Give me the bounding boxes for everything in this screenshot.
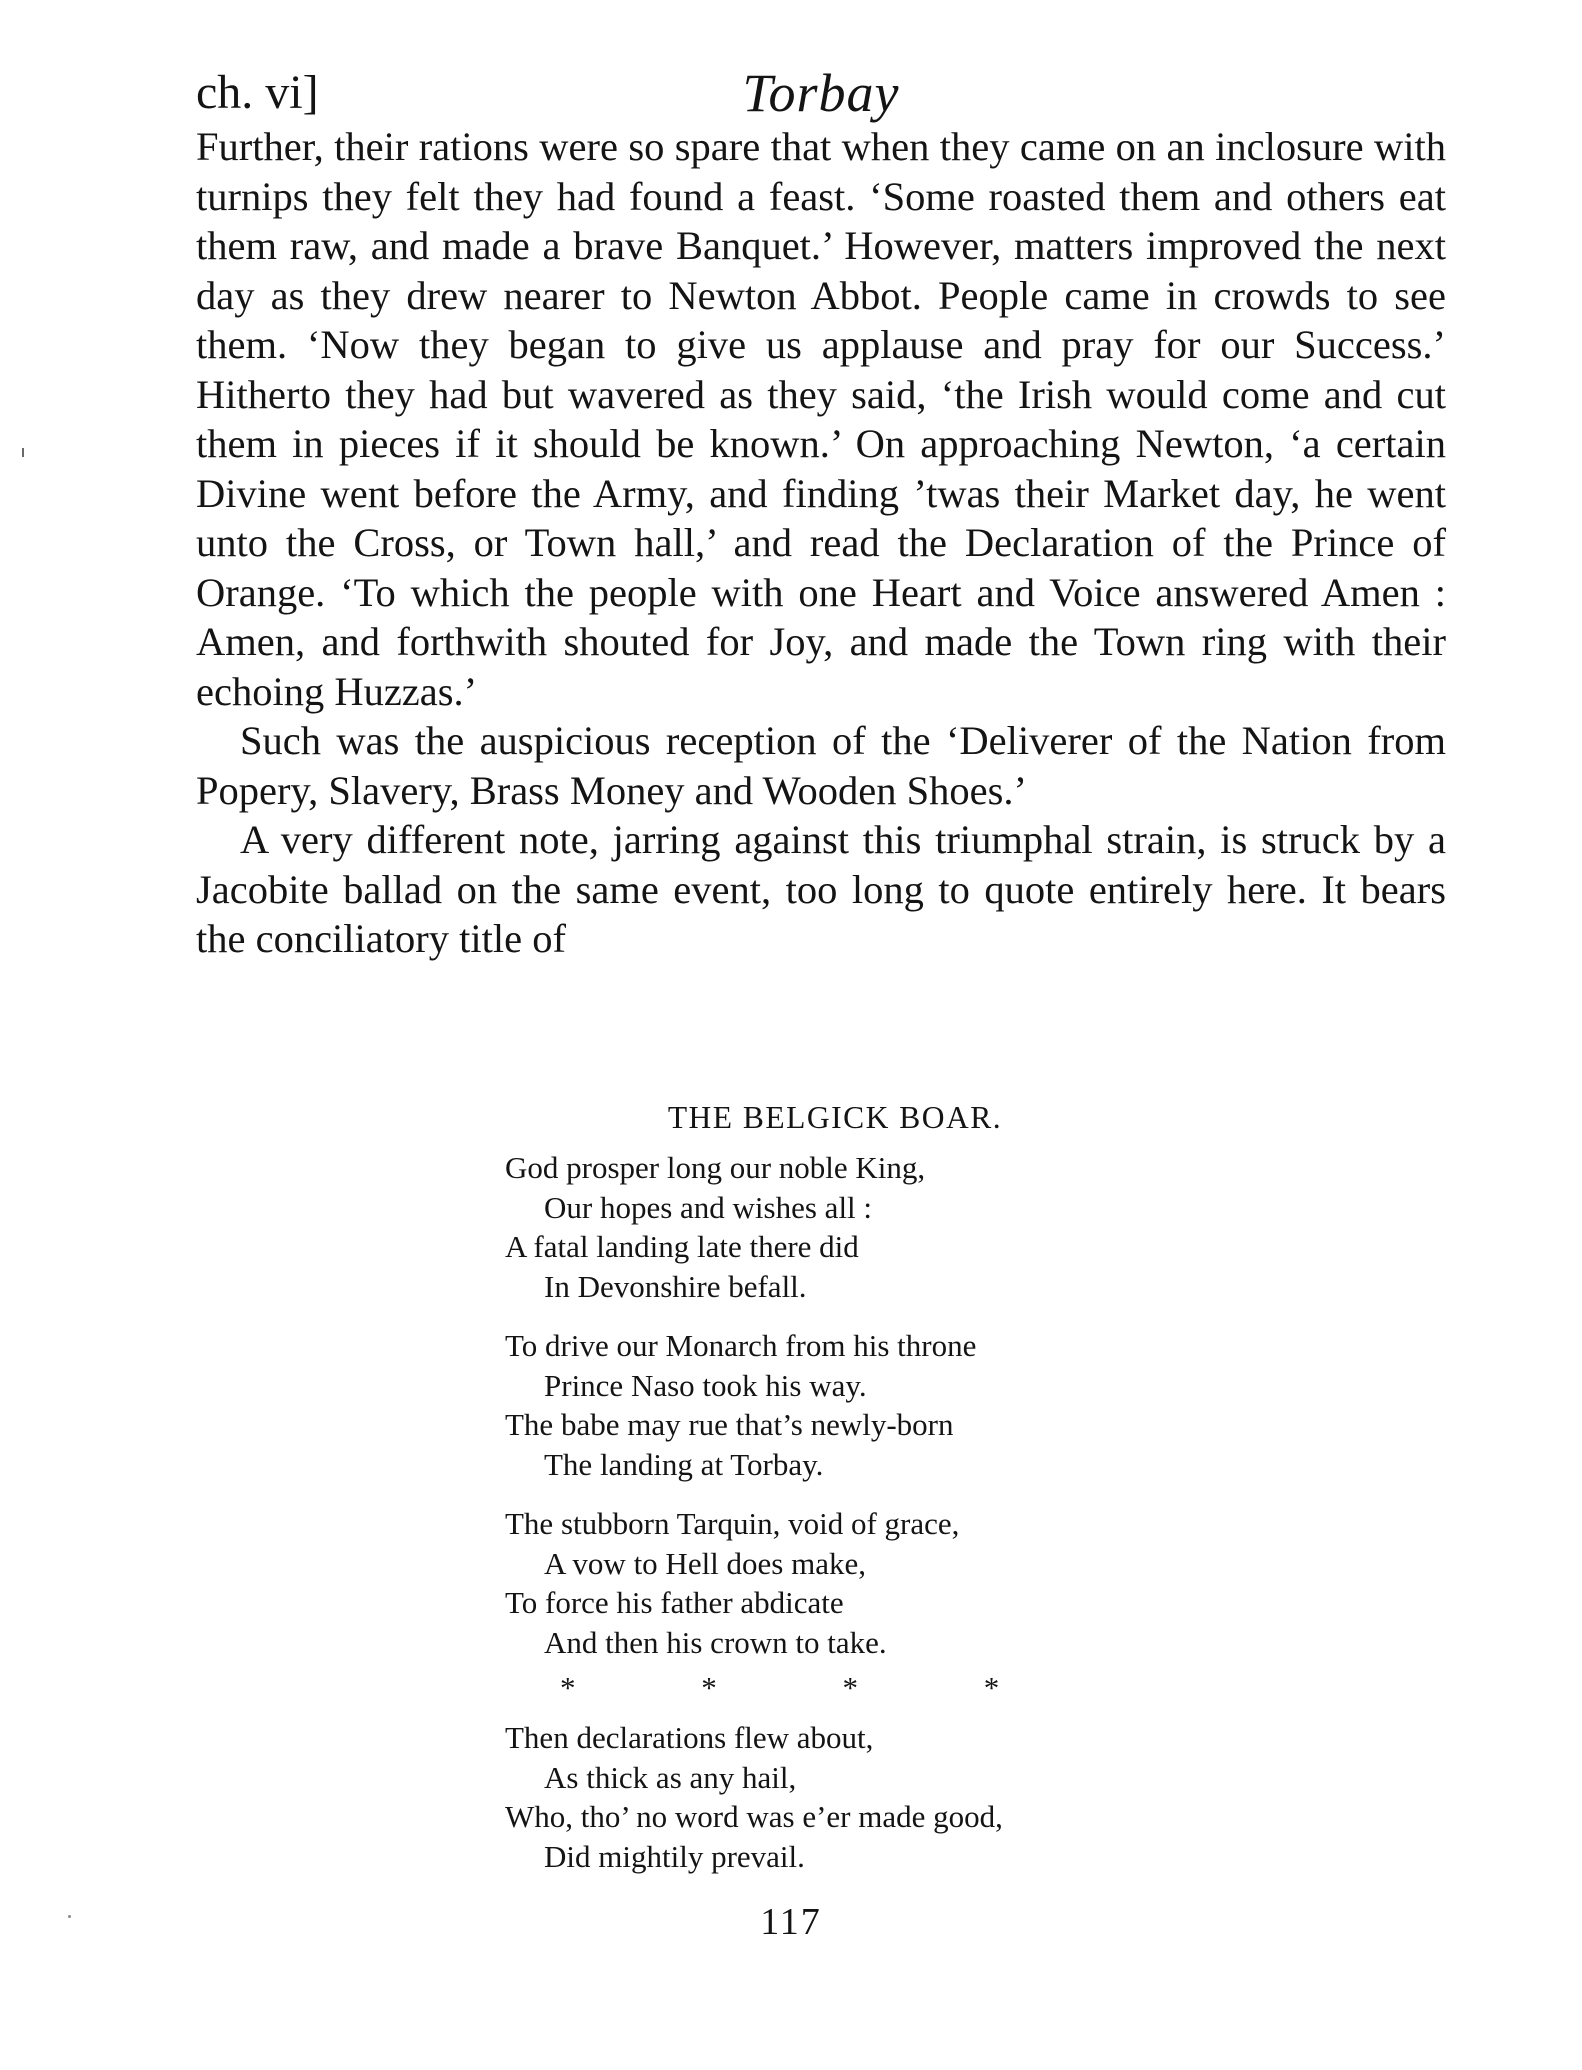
- paragraph: Such was the auspicious reception of the ‘Deliverer of the Nation from Popery, Slavery, Brass Money and Wooden Shoes.’: [196, 718, 1446, 813]
- stanza: [505, 1504, 1325, 1662]
- verse-line: Who, tho’ no word was e’er made good,: [505, 1799, 1003, 1834]
- stanza: [505, 1718, 1325, 1876]
- verse-line: The stubborn Tarquin, void of grace,: [505, 1506, 960, 1541]
- running-head: [196, 58, 1446, 128]
- verse-line: To drive our Monarch from his throne: [505, 1328, 977, 1363]
- verse-line: Did mightily prevail.: [544, 1838, 805, 1874]
- verse-line: As thick as any hail,: [544, 1759, 797, 1795]
- verse-line: Then declarations flew about,: [505, 1720, 874, 1755]
- verse-line: To force his father abdicate: [505, 1585, 844, 1620]
- verse-line: A fatal landing late there did: [505, 1229, 859, 1264]
- scan-speck: [22, 448, 24, 457]
- verse-line: The babe may rue that’s newly-born: [505, 1407, 954, 1442]
- verse-line: Prince Naso took his way.: [544, 1367, 867, 1403]
- verse-line: God prosper long our noble King,: [505, 1150, 926, 1185]
- ballad: [505, 1098, 1325, 1896]
- stanza: [505, 1326, 1325, 1484]
- paragraph: A very different note, jarring against this triumphal strain, is struck by a Jacobite ballad on the same event, too long to quote entirely here. It bears the conciliatory title of: [196, 817, 1446, 961]
- chapter-reference: ch. vi]: [196, 66, 319, 119]
- ballad-title: THE BELGICK BOAR.: [667, 1100, 1003, 1135]
- verse-line: And then his crown to take.: [544, 1624, 887, 1660]
- page-number: 117: [760, 1901, 822, 1943]
- omission-asterisks: * * * *: [560, 1670, 1000, 1705]
- paragraph: Further, their rations were so spare that when they came on an inclosure with turnips they felt they had found a feast. ‘Some roasted them and others eat them raw, and made a brave Banquet.’ However, matters improved the next day as they drew nearer to Newton Abbot. People came in crowds to see them. ‘Now they began to give us applause and pray for our Success.’ Hitherto they had but wavered as they said, ‘the Irish would come and cut them in pieces if it should be known.’ On approaching Newton, ‘a certain Divine went before the Army, and finding ’twas their Market day, he went unto the Cross, or Town hall,’ and read the Declaration of the Prince of Orange. ‘To which the people with one Heart and Voice answered Amen : Amen, and forthwith shouted for Joy, and made the Town ring with their echoing Huzzas.’: [196, 124, 1446, 714]
- running-title: Torbay: [742, 63, 900, 123]
- verse-line: A vow to Hell does make,: [544, 1545, 867, 1581]
- verse-line: The landing at Torbay.: [544, 1446, 824, 1482]
- stanza: [505, 1148, 1325, 1306]
- verse-line: In Devonshire befall.: [544, 1268, 807, 1304]
- verse-line: Our hopes and wishes all :: [544, 1189, 873, 1225]
- body-text: [196, 122, 1446, 964]
